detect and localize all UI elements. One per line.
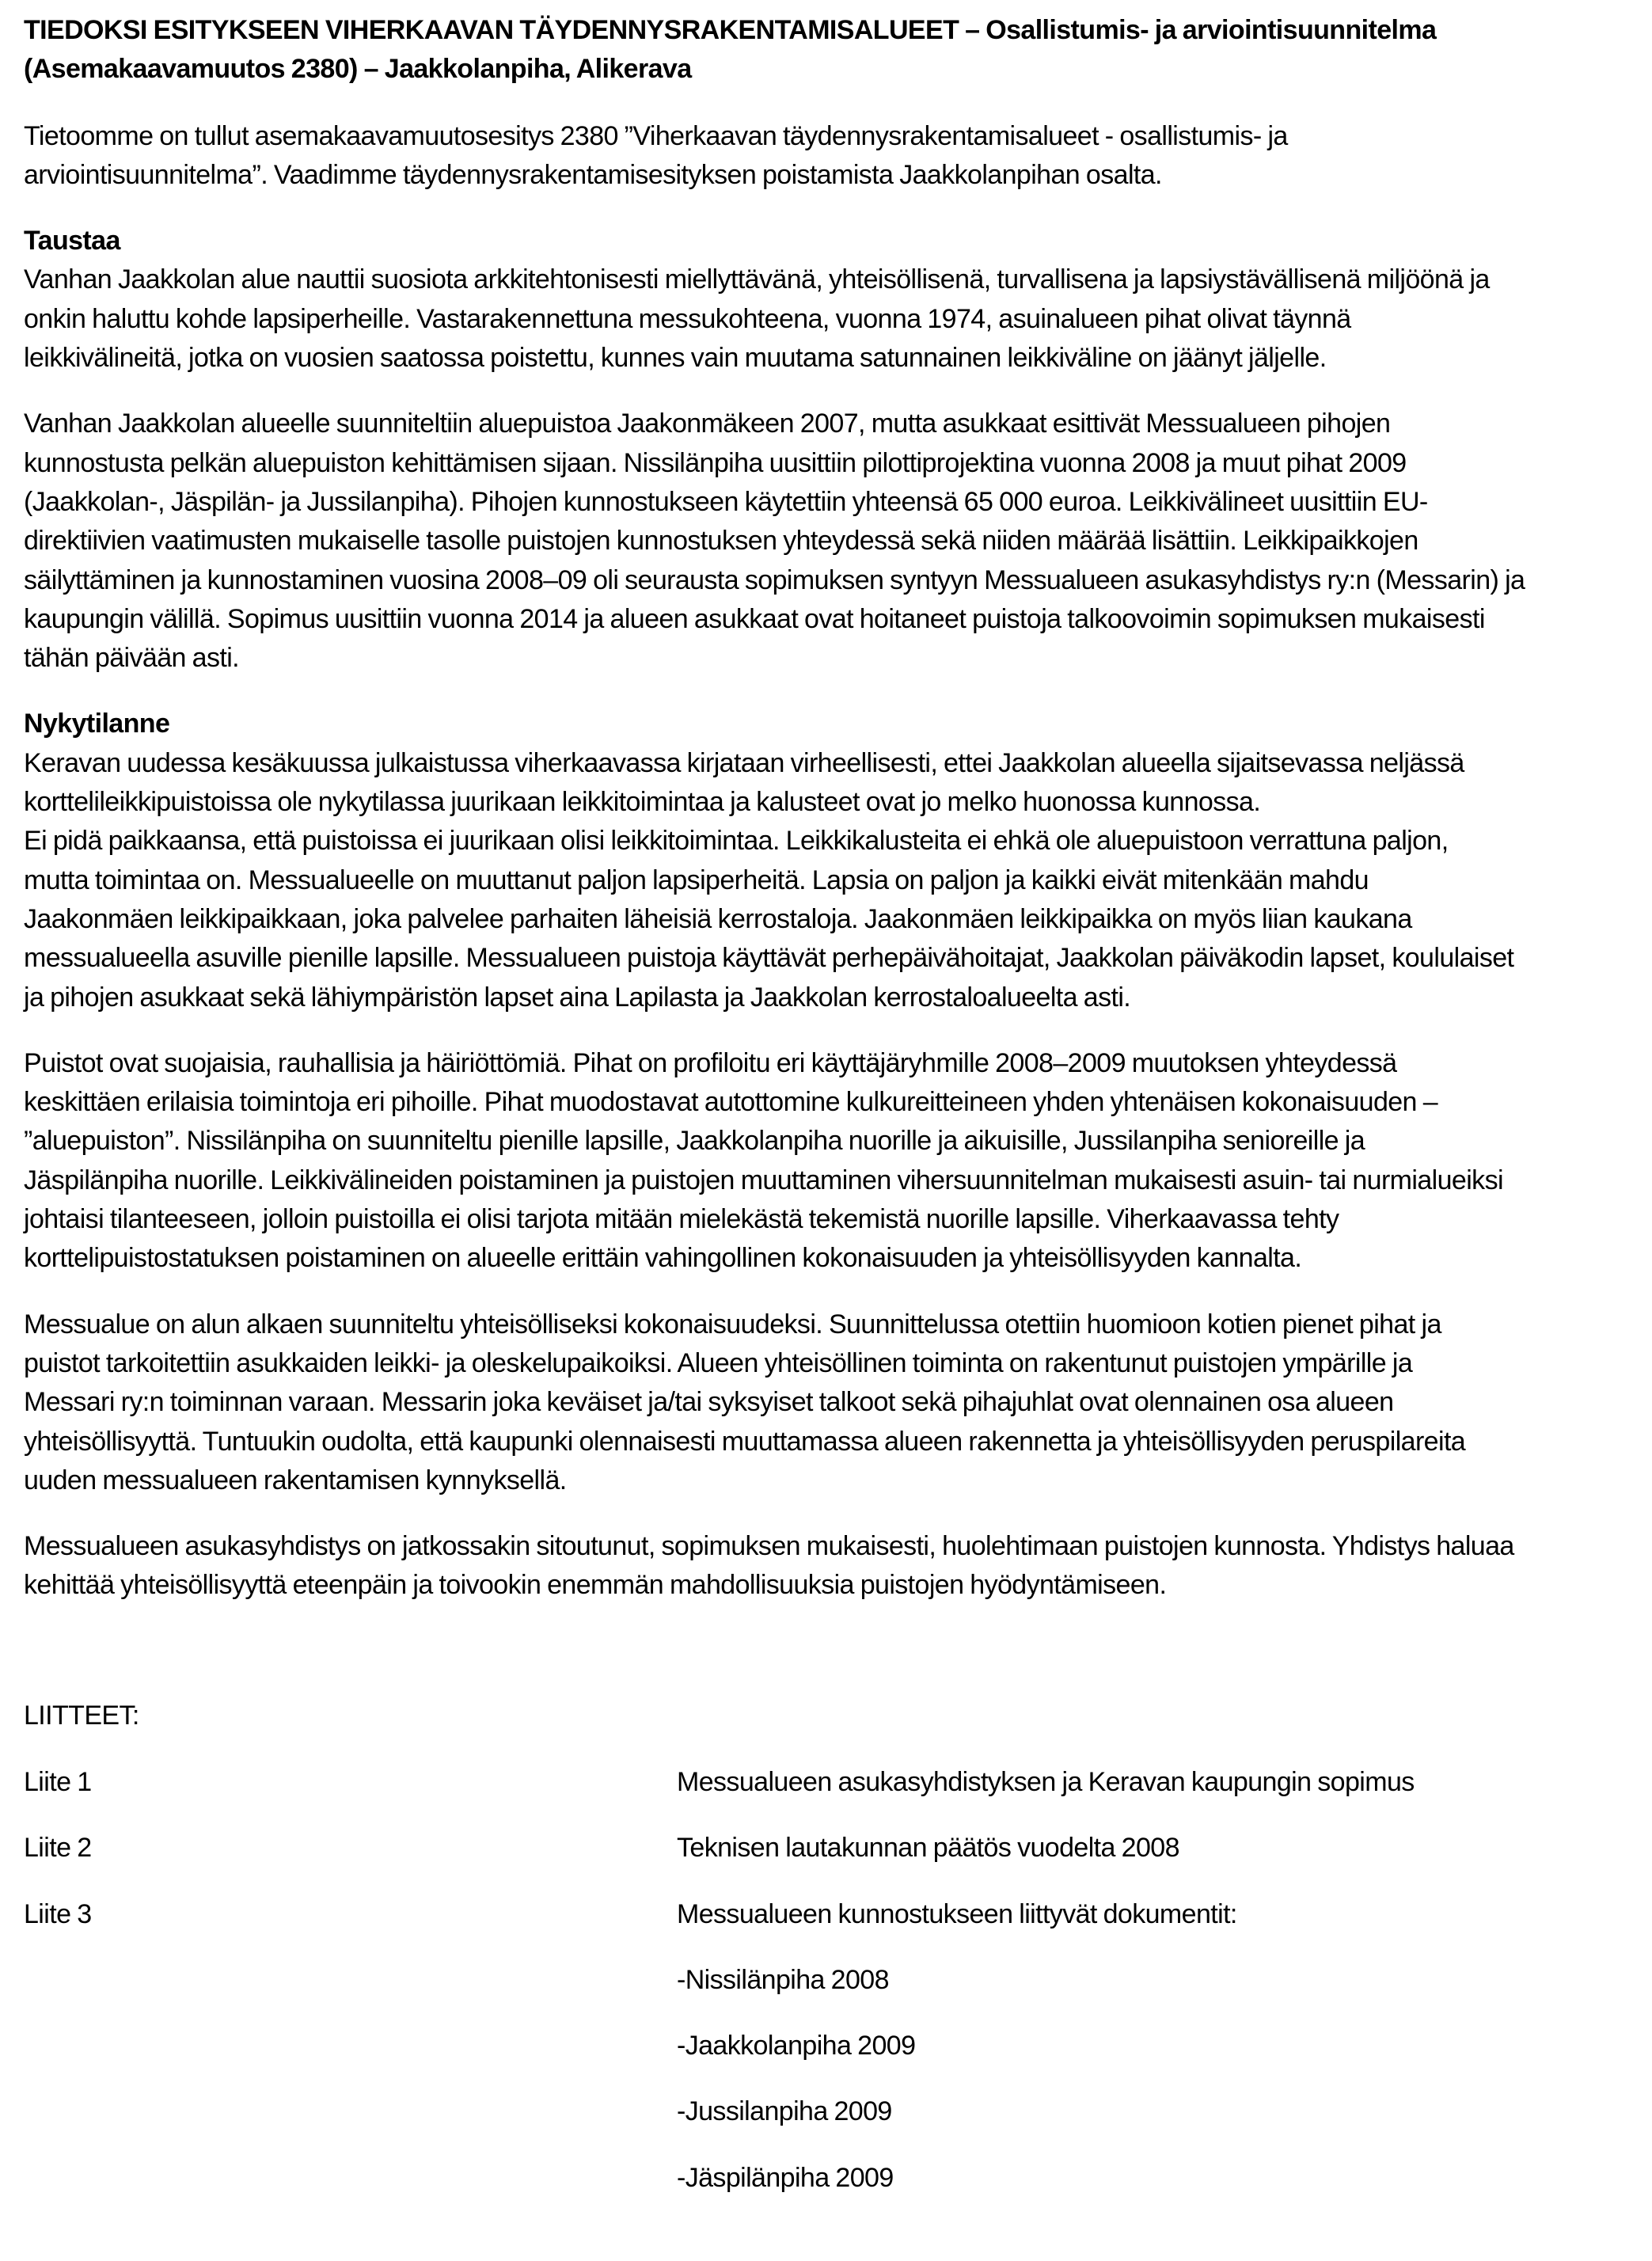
attachment-label: Liite 2 [24, 1833, 92, 1864]
section-heading-taustaa: Taustaa [24, 226, 120, 256]
text-line: messualueella asuville pienille lapsille. Messualueen puistoja käyttävät perhepäivähoitajat, Jaakkolan päiväkodin lapset, koululaiset [24, 943, 1514, 974]
text-line: Ei pidä paikkaansa, että puistoissa ei juurikaan olisi leikkitoimintaa. Leikkikalusteita ei ehkä ole aluepuistoon verrattuna paljon, [24, 826, 1449, 857]
attachment-description: Messualueen asukasyhdistyksen ja Keravan kaupungin sopimus [677, 1766, 1415, 1797]
text-line: Keravan uudessa kesäkuussa julkaistussa viherkaavassa kirjataan virheellisesti, ettei Jaakkolan alueella sijaitsevassa neljässä [24, 747, 1464, 778]
text-line: Messualueen asukasyhdistys on jatkossakin sitoutunut, sopimuksen mukaisesti, huolehtimaan puistojen kunnosta. Yhdistys haluaa [24, 1531, 1514, 1562]
text-line: (Jaakkolan-, Jäspilän- ja Jussilanpiha). Pihojen kunnostukseen käytettiin yhteensä 65 000 euroa. Leikkivälineet uusittiin EU- [24, 486, 1428, 517]
current-situation-paragraph-1 [24, 705, 1628, 1016]
text-line: Messualue on alun alkaen suunniteltu yhteisölliseksi kokonaisuudeksi. Suunnittelussa otettiin huomioon kotien pienet pihat ja [24, 1309, 1441, 1340]
attachment-label: Liite 1 [24, 1766, 92, 1797]
text-line: puistot tarkoitettiin asukkaiden leikki- ja oleskelupaikoiksi. Alueen yhteisöllinen toiminta on rakentunut puistojen ympärille ja [24, 1347, 1413, 1378]
text-line: korttelileikkipuistoissa ole nykytilassa juurikaan leikkitoimintaa ja kalusteet ovat jo melko huonossa kunnossa. [24, 787, 1261, 818]
current-situation-paragraph-2 [24, 1044, 1628, 1279]
text-line: onkin haluttu kohde lapsiperheille. Vastarakennettuna messukohteena, vuonna 1974, asuinalueen pihat olivat täynnä [24, 303, 1351, 334]
background-paragraph-2 [24, 405, 1628, 678]
text-line: direktiivien vaatimusten mukaiselle tasolle puistojen kunnostuksen yhteydessä sekä niiden määrää lisättiin. Leikkipaikkojen [24, 526, 1418, 557]
text-line: ”aluepuiston”. Nissilänpiha on suunniteltu pienille lapsille, Jaakkolanpiha nuorille ja aikuisille, Jussilanpiha senioreille ja [24, 1126, 1365, 1157]
text-line: Jaakonmäen leikkipaikkaan, joka palvelee parhaiten läheisiä kerrostaloja. Jaakonmäen leikkipaikka on myös liian kaukana [24, 903, 1412, 934]
text-line: korttelipuistostatuksen poistaminen on alueelle erittäin vahingollinen kokonaisuuden ja yhteisöllisyyden kannalta. [24, 1243, 1302, 1274]
attachment-sub-item: -Jaakkolanpiha 2009 [677, 2031, 916, 2062]
text-line: Messari ry:n toiminnan varaan. Messarin joka keväiset ja/tai syksyiset talkoot sekä pihajuhlat ovat olennainen osa alueen [24, 1387, 1394, 1418]
attachment-description: Teknisen lautakunnan päätös vuodelta 2008 [677, 1833, 1179, 1864]
attachment-row [24, 1829, 1628, 1868]
section-heading-nykytilanne: Nykytilanne [24, 709, 170, 739]
attachment-row [24, 1895, 1628, 1934]
text-line: kunnostusta pelkän aluepuiston kehittämisen sijaan. Nissilänpiha uusittiin pilottiprojektina vuonna 2008 ja muut pihat 2009 [24, 447, 1407, 478]
text-line: mutta toimintaa on. Messualueelle on muuttanut paljon lapsiperheitä. Lapsia on paljon ja kaikki eivät mitenkään mahdu [24, 864, 1369, 895]
intro-paragraph [24, 117, 1628, 196]
attachment-label: Liite 3 [24, 1898, 92, 1929]
text-line: kehittää yhteisöllisyyttä eteenpäin ja toivookin enemmän mahdollisuuksia puistojen hyödyntämiseen. [24, 1570, 1167, 1601]
text-line: Vanhan Jaakkolan alueelle suunniteltiin aluepuistoa Jaakonmäkeen 2007, mutta asukkaat esittivät Messualueen pihojen [24, 408, 1391, 439]
attachment-description: Messualueen kunnostukseen liittyvät dokumentit: [677, 1898, 1237, 1929]
text-line: leikkivälineitä, jotka on vuosien saatossa poistettu, kunnes vain muutama satunnainen leikkiväline on jäänyt jäljelle. [24, 343, 1327, 374]
attachment-sub-item: -Jäspilänpiha 2009 [677, 2162, 894, 2193]
text-line: kaupungin välillä. Sopimus uusittiin vuonna 2014 ja alueen asukkaat ovat hoitaneet puistoja talkoovoimin sopimuksen mukaisesti [24, 603, 1485, 634]
text-line: johtaisi tilanteeseen, jolloin puistoilla ei olisi tarjota mitään mielekästä tekemistä nuorille lapsille. Viherkaavassa tehty [24, 1204, 1339, 1235]
document-title [24, 11, 1628, 89]
title-line: (Asemakaavamuutos 2380) – Jaakkolanpiha, Alikerava [24, 54, 692, 85]
attachments-title: LIITTEET: [24, 1700, 139, 1731]
attachment-sub-item: -Nissilänpiha 2008 [677, 1964, 889, 1995]
attachment-sub-item: -Jussilanpiha 2009 [677, 2096, 892, 2127]
text-line: säilyttäminen ja kunnostaminen vuosina 2008–09 oli seurausta sopimuksen syntyyn Messualueen asukasyhdistys ry:n (Messarin) ja [24, 564, 1525, 595]
text-line: Vanhan Jaakkolan alue nauttii suosiota arkkitehtonisesti miellyttävänä, yhteisöllisenä, turvallisena ja lapsiystävällisenä miljöönä ja [24, 264, 1490, 295]
current-situation-paragraph-3 [24, 1305, 1628, 1500]
text-line: Tietoomme on tullut asemakaavamuutosesitys 2380 ”Viherkaavan täydennysrakentamisalueet - osallistumis- ja [24, 120, 1288, 151]
text-line: arviointisuunnitelma”. Vaadimme täydennysrakentamisesityksen poistamista Jaakkolanpihan osalta. [24, 159, 1162, 190]
current-situation-paragraph-4 [24, 1527, 1628, 1606]
attachment-row [24, 1763, 1628, 1802]
text-line: uuden messualueen rakentamisen kynnyksellä. [24, 1465, 567, 1495]
text-line: ja pihojen asukkaat sekä lähiympäristön lapset aina Lapilasta ja Jaakkolan kerrostaloalueelta asti. [24, 982, 1131, 1013]
text-line: tähän päivään asti. [24, 643, 240, 674]
text-line: yhteisöllisyyttä. Tuntuukin oudolta, että kaupunki olennaisesti muuttamassa alueen rakennetta ja yhteisöllisyyden peruspilareita [24, 1426, 1466, 1457]
text-line: Jäspilänpiha nuorille. Leikkivälineiden poistaminen ja puistojen muuttaminen vihersuunnitelman mukaisesti asuin- tai nurmialueiksi [24, 1165, 1503, 1195]
background-paragraph-1 [24, 222, 1628, 378]
text-line: keskittäen erilaisia toimintoja eri pihoille. Pihat muodostavat autottomine kulkureitteineen yhden yhtenäisen kokonaisuuden – [24, 1087, 1438, 1118]
title-line: TIEDOKSI ESITYKSEEN VIHERKAAVAN TÄYDENNYSRAKENTAMISALUEET – Osallistumis- ja arviointisuunnitelma [24, 15, 1437, 45]
text-line: Puistot ovat suojaisia, rauhallisia ja häiriöttömiä. Pihat on profiloitu eri käyttäjäryhmille 2008–2009 muutoksen yhteydessä [24, 1047, 1397, 1078]
